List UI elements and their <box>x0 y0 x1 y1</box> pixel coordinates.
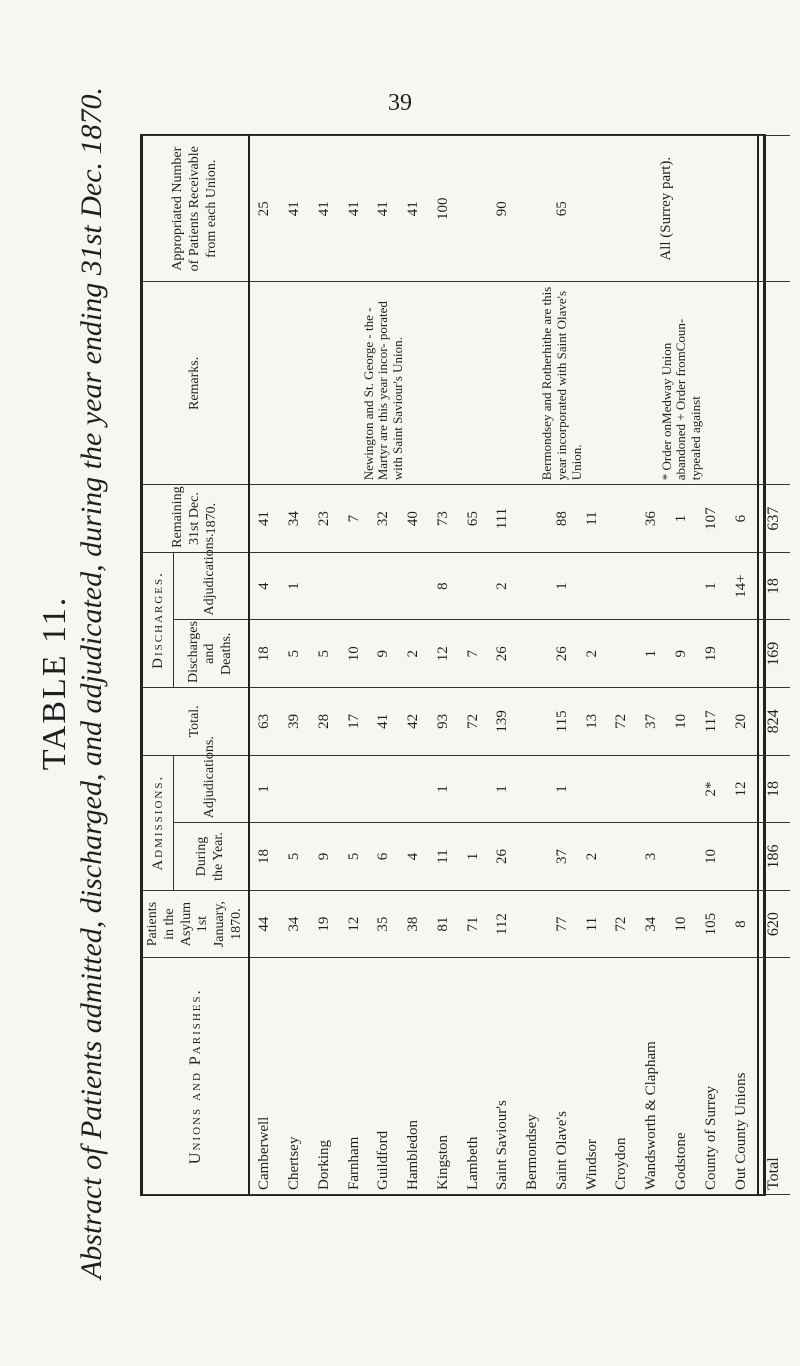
remark-text: * Order onMedway Union abandoned + Order fromCoun- typealed against <box>607 282 757 485</box>
cell-discharges: 12 <box>429 620 459 688</box>
remark-text: Newington and St. George - the - Martyr are this year incor- porated with Saint Saviour's Union. <box>249 282 518 485</box>
header-discharge-adjudications: Adjudications. <box>173 552 248 620</box>
cell-discharges: 19 <box>697 620 727 688</box>
cell-remaining: 65 <box>459 485 489 553</box>
row-name: Dorking <box>310 958 340 1195</box>
header-unions: Unions and Parishes. <box>143 958 249 1195</box>
header-discharges: Discharges. <box>143 552 173 687</box>
total-remarks-empty <box>758 282 791 485</box>
cell-patients: 112 <box>488 890 518 958</box>
table-row <box>518 136 548 1195</box>
cell-admitted <box>607 823 637 891</box>
cell-appropriated: 65 <box>548 136 578 282</box>
cell-discharges: 10 <box>340 620 370 688</box>
cell-adjudications <box>578 755 608 823</box>
cell-remaining: 73 <box>429 485 459 553</box>
cell-adjudications <box>280 755 310 823</box>
cell-appropriated: 25 <box>249 136 280 282</box>
row-name: Wandsworth & Clapham <box>637 958 667 1195</box>
cell-patients: 11 <box>578 890 608 958</box>
table-row <box>249 136 280 1195</box>
total-remaining: 637 <box>758 485 791 553</box>
cell-discharge-adjudications: 14+ <box>726 552 757 620</box>
cell-patients: 72 <box>607 890 637 958</box>
cell-discharge-adjudications: 1 <box>548 552 578 620</box>
cell-adjudications <box>637 755 667 823</box>
cell-total: 63 <box>249 688 280 756</box>
cell-discharge-adjudications <box>637 552 667 620</box>
cell-admitted: 6 <box>369 823 399 891</box>
row-name: Bermondsey <box>518 958 548 1195</box>
header-adjudications: Adjudications. <box>173 755 248 823</box>
row-name: Kingston <box>429 958 459 1195</box>
cell-total: 72 <box>459 688 489 756</box>
cell-admitted: 26 <box>488 823 518 891</box>
cell-remaining: 88 <box>548 485 578 553</box>
cell-total: 17 <box>340 688 370 756</box>
row-name: Godstone <box>667 958 697 1195</box>
cell-remaining: 6 <box>726 485 757 553</box>
cell-adjudications: 1 <box>548 755 578 823</box>
row-name: Saint Olave's <box>548 958 578 1195</box>
cell-remaining: 34 <box>280 485 310 553</box>
row-name: Camberwell <box>249 958 280 1195</box>
header-remaining: Remaining 31st Dec. 1870. <box>143 485 249 553</box>
cell-patients: 105 <box>697 890 727 958</box>
cell-discharges: 9 <box>667 620 697 688</box>
cell-patients <box>518 890 548 958</box>
cell-remaining: 36 <box>637 485 667 553</box>
cell-patients: 77 <box>548 890 578 958</box>
total-discharges: 169 <box>758 620 791 688</box>
row-name: Hambledon <box>399 958 429 1195</box>
cell-total: 13 <box>578 688 608 756</box>
cell-discharge-adjudications <box>518 552 548 620</box>
cell-discharge-adjudications <box>310 552 340 620</box>
cell-appropriated <box>518 136 548 282</box>
cell-total: 20 <box>726 688 757 756</box>
header-remarks: Remarks. <box>143 282 249 485</box>
cell-adjudications <box>459 755 489 823</box>
row-name: County of Surrey <box>697 958 727 1195</box>
header-patients-1870: Patients in the Asylum 1st January, 1870. <box>143 890 249 958</box>
cell-appropriated <box>578 136 758 282</box>
header-discharges-deaths: Discharges and Deaths. <box>173 620 248 688</box>
cell-adjudications <box>518 755 548 823</box>
cell-remaining: 107 <box>697 485 727 553</box>
cell-discharges: 7 <box>459 620 489 688</box>
header-during-year: During the Year. <box>173 823 248 891</box>
cell-appropriated: 41 <box>369 136 399 282</box>
row-name: Saint Saviour's <box>488 958 518 1195</box>
cell-admitted: 3 <box>637 823 667 891</box>
table-body <box>249 136 791 1195</box>
cell-discharge-adjudications <box>667 552 697 620</box>
cell-admitted: 37 <box>548 823 578 891</box>
cell-admitted: 4 <box>399 823 429 891</box>
cell-discharge-adjudications: 1 <box>280 552 310 620</box>
cell-discharge-adjudications <box>459 552 489 620</box>
cell-discharges: 5 <box>310 620 340 688</box>
cell-patients: 71 <box>459 890 489 958</box>
total-patients: 620 <box>758 890 791 958</box>
cell-admitted: 1 <box>459 823 489 891</box>
cell-remaining: 32 <box>369 485 399 553</box>
cell-adjudications <box>667 755 697 823</box>
cell-adjudications: 1 <box>488 755 518 823</box>
cell-admitted <box>726 823 757 891</box>
cell-adjudications <box>369 755 399 823</box>
cell-discharges: 1 <box>637 620 667 688</box>
cell-discharge-adjudications <box>369 552 399 620</box>
cell-patients: 38 <box>399 890 429 958</box>
cell-patients: 81 <box>429 890 459 958</box>
row-name: Lambeth <box>459 958 489 1195</box>
cell-admitted: 18 <box>249 823 280 891</box>
cell-discharge-adjudications <box>578 552 608 620</box>
cell-admitted: 5 <box>280 823 310 891</box>
row-name: Guildford <box>369 958 399 1195</box>
cell-admitted: 10 <box>697 823 727 891</box>
cell-adjudications <box>340 755 370 823</box>
cell-total: 115 <box>548 688 578 756</box>
cell-admitted: 11 <box>429 823 459 891</box>
remark-text: Bermondsey and Rotherhithe are this year incorporated with Saint Olave's Union. <box>518 282 607 485</box>
table-title: Abstract of Patients admitted, discharged, and adjudicated, during the year ending 31st Dec. 1870. <box>75 86 108 1280</box>
table-row <box>607 136 637 1195</box>
cell-total: 41 <box>369 688 399 756</box>
cell-patients: 8 <box>726 890 757 958</box>
cell-appropriated: 41 <box>399 136 429 282</box>
row-name: Out County Unions <box>726 958 757 1195</box>
header-total: Total. <box>143 688 249 756</box>
cell-discharges: 5 <box>280 620 310 688</box>
total-total: 824 <box>758 688 791 756</box>
cell-remaining: 40 <box>399 485 429 553</box>
cell-adjudications <box>310 755 340 823</box>
cell-discharge-adjudications: 4 <box>249 552 280 620</box>
cell-adjudications: 12 <box>726 755 757 823</box>
cell-remaining: 11 <box>578 485 608 553</box>
page-number: 39 <box>388 90 412 116</box>
cell-remaining: 23 <box>310 485 340 553</box>
cell-discharges: 2 <box>399 620 429 688</box>
row-name: Chertsey <box>280 958 310 1195</box>
cell-remaining <box>518 485 548 553</box>
cell-patients: 12 <box>340 890 370 958</box>
cell-total: 39 <box>280 688 310 756</box>
cell-discharge-adjudications: 2 <box>488 552 518 620</box>
cell-patients: 34 <box>280 890 310 958</box>
cell-discharge-adjudications <box>340 552 370 620</box>
cell-remaining <box>607 485 637 553</box>
cell-adjudications: 1 <box>429 755 459 823</box>
row-name: Farnham <box>340 958 370 1195</box>
cell-discharge-adjudications <box>399 552 429 620</box>
cell-appropriated <box>459 136 489 282</box>
cell-discharges <box>607 620 637 688</box>
cell-total <box>518 688 548 756</box>
table-row-total <box>758 136 791 1195</box>
cell-patients: 19 <box>310 890 340 958</box>
total-adjudications: 18 <box>758 755 791 823</box>
appropriated-note: All (Surrey part). <box>658 156 675 261</box>
cell-discharge-adjudications: 8 <box>429 552 459 620</box>
total-appropriated-empty <box>758 136 791 282</box>
cell-discharges: 18 <box>249 620 280 688</box>
row-name: Croydon <box>607 958 637 1195</box>
cell-patients: 44 <box>249 890 280 958</box>
cell-discharges <box>518 620 548 688</box>
cell-adjudications: 1 <box>249 755 280 823</box>
cell-discharges: 26 <box>488 620 518 688</box>
cell-appropriated: 41 <box>310 136 340 282</box>
header-admissions: Admissions. <box>143 755 173 890</box>
cell-appropriated: 41 <box>340 136 370 282</box>
cell-appropriated: 100 <box>429 136 459 282</box>
abstract-table <box>140 134 783 1196</box>
total-admitted: 186 <box>758 823 791 891</box>
row-name: Windsor <box>578 958 608 1195</box>
cell-total: 72 <box>607 688 637 756</box>
cell-admitted: 5 <box>340 823 370 891</box>
cell-total: 93 <box>429 688 459 756</box>
cell-remaining: 111 <box>488 485 518 553</box>
cell-adjudications <box>399 755 429 823</box>
cell-discharges: 9 <box>369 620 399 688</box>
cell-discharge-adjudications: 1 <box>697 552 727 620</box>
cell-adjudications: 2* <box>697 755 727 823</box>
cell-discharges <box>726 620 757 688</box>
cell-total: 10 <box>667 688 697 756</box>
cell-admitted <box>667 823 697 891</box>
cell-remaining: 1 <box>667 485 697 553</box>
cell-patients: 10 <box>667 890 697 958</box>
cell-patients: 34 <box>637 890 667 958</box>
cell-remaining: 41 <box>249 485 280 553</box>
cell-admitted <box>518 823 548 891</box>
cell-admitted: 2 <box>578 823 608 891</box>
cell-appropriated: 41 <box>280 136 310 282</box>
cell-discharges: 26 <box>548 620 578 688</box>
cell-total: 139 <box>488 688 518 756</box>
cell-patients: 35 <box>369 890 399 958</box>
cell-discharge-adjudications <box>607 552 637 620</box>
header-appropriated: Appropriated Number of Patients Receivable from each Union. <box>143 136 249 282</box>
cell-total: 117 <box>697 688 727 756</box>
cell-discharges: 2 <box>578 620 608 688</box>
cell-adjudications <box>607 755 637 823</box>
cell-total: 42 <box>399 688 429 756</box>
total-discharge-adjudications: 18 <box>758 552 791 620</box>
cell-appropriated: 90 <box>488 136 518 282</box>
cell-total: 28 <box>310 688 340 756</box>
cell-admitted: 9 <box>310 823 340 891</box>
cell-total: 37 <box>637 688 667 756</box>
row-name-total: Total <box>758 958 791 1195</box>
cell-remaining: 7 <box>340 485 370 553</box>
table-label: TABLE 11. <box>36 595 73 771</box>
